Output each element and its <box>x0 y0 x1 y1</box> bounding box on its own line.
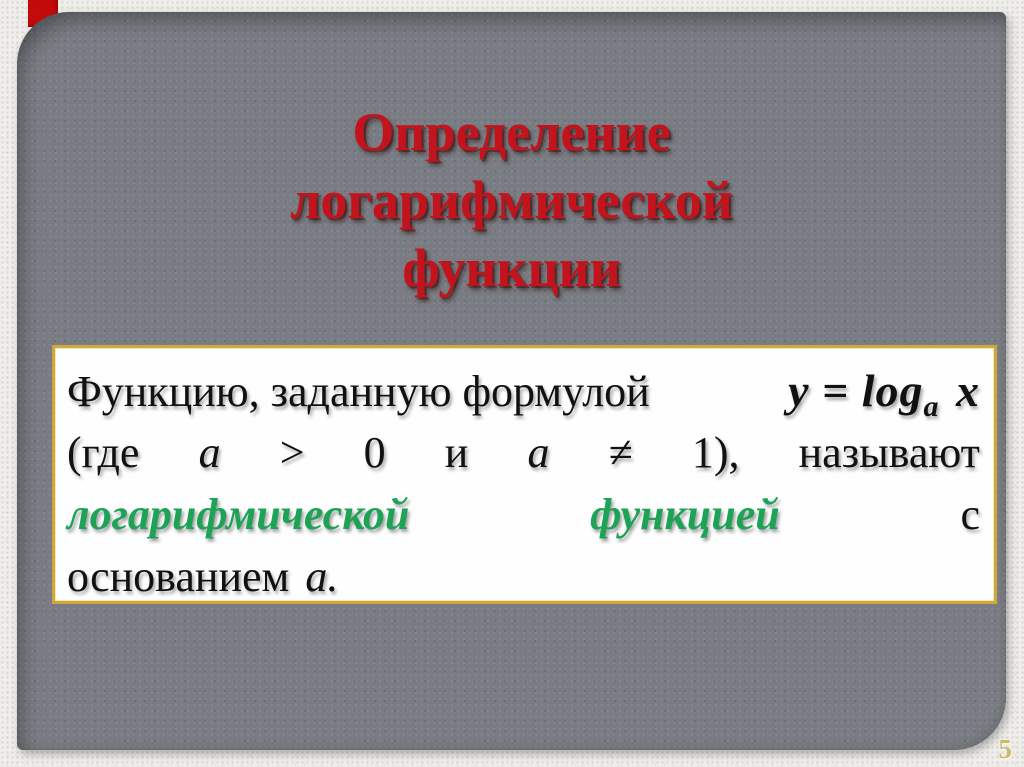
definition-word: а. <box>305 552 339 601</box>
definition-line <box>67 361 980 423</box>
definition-box <box>52 345 997 604</box>
page-number: 5 <box>998 734 1012 764</box>
definition-word: Функцию, заданную формулой <box>67 367 650 416</box>
definition-word: (где <box>67 428 140 477</box>
definition-word: 1), <box>691 428 740 477</box>
slide-title-line: логарифмической <box>290 170 733 230</box>
slide-title <box>17 12 1006 302</box>
definition-word: функцией <box>590 490 780 539</box>
slide-title-line: Определение <box>352 102 671 162</box>
definition-line <box>67 423 980 485</box>
definition-word: ≠ <box>608 428 633 477</box>
definition-word: a <box>527 428 550 477</box>
definition-word: логарифмической <box>67 490 410 539</box>
definition-word: и <box>444 428 469 477</box>
definition-word: a <box>198 428 221 477</box>
definition-word: > <box>279 428 305 477</box>
slide-title-line: функции <box>402 238 621 298</box>
definition-lines <box>67 361 980 609</box>
definition-word: 0 <box>363 428 386 477</box>
definition-line <box>67 485 980 547</box>
formula-subscript-base: a <box>923 390 940 423</box>
slide-panel <box>17 12 1006 750</box>
formula-argument: x <box>943 365 980 416</box>
definition-line <box>67 547 980 609</box>
definition-word: называют <box>798 428 980 477</box>
definition-word: основанием <box>67 552 290 601</box>
formula-main: y = log <box>788 365 924 416</box>
definition-word: с <box>960 490 980 539</box>
formula-y-equals-log-a-x <box>788 361 980 421</box>
